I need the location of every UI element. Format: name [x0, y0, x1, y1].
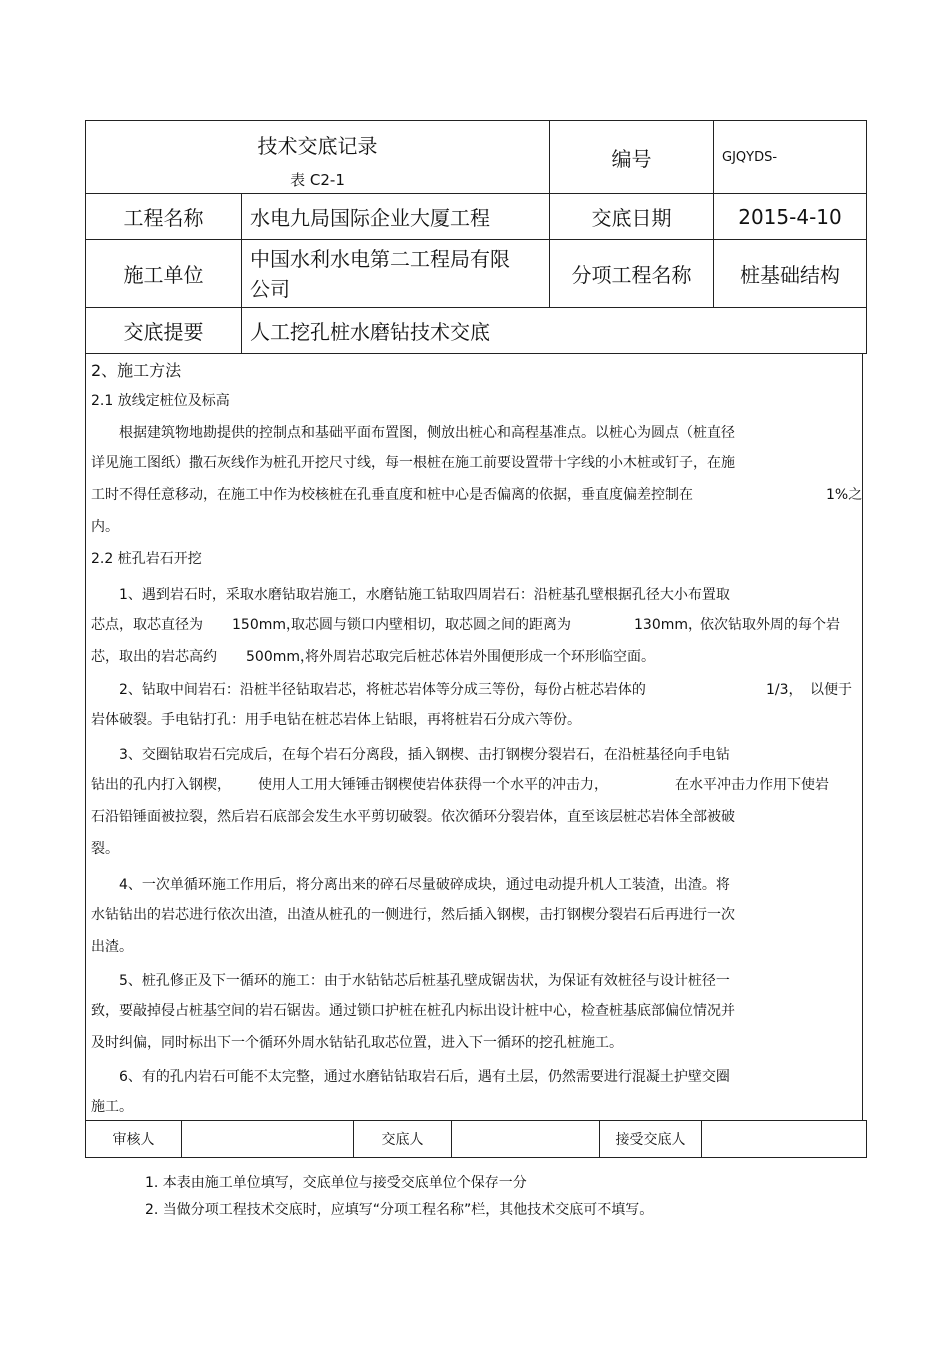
code-value: GJQYDS-	[714, 121, 867, 194]
paragraph-line: 3、交圈钻取岩石完成后，在每个岩石分离段，插入钢楔、击打钢楔分裂岩石，在沿桩基径向手电钻	[119, 747, 730, 763]
paragraph-line: 1%之	[826, 487, 863, 503]
paragraph-line: 取芯圆与锁口内壁相切，取芯圆之间的距离为	[291, 617, 571, 633]
subsection-heading: 2.2 桩孔岩石开挖	[91, 551, 202, 567]
section-heading: 2、施工方法	[91, 361, 182, 380]
unit-value-line-1: 中国水利水电第二工程局有限	[250, 246, 510, 271]
paragraph-line: 150mm，	[232, 617, 300, 633]
paragraph-line: 依次钻取外周的每个岩	[700, 617, 840, 633]
paragraph-line: 详见施工图纸）撒石灰线作为桩孔开挖尺寸线，每一根桩在施工前要设置带十字线的小木桩或钉子，在施	[91, 455, 735, 471]
paragraph-line: 致，要敲掉侵占桩基空间的岩石锯齿。通过锁口护桩在桩孔内标出设计桩中心，检查桩基底部偏位情况并	[91, 1003, 735, 1019]
paragraph-line: 出渣。	[91, 939, 133, 955]
paragraph-line: 4、一次单循环施工作用后，将分离出来的碎石尽量破碎成块，通过电动提升机人工装渣，出渣。将	[119, 877, 730, 893]
project-row	[86, 194, 867, 240]
discloser-signature-field[interactable]	[452, 1121, 600, 1158]
header-table	[85, 120, 867, 354]
footnote-2: 2. 当做分项工程技术交底时，应填写“分项工程名称”栏，其他技术交底可不填写。	[145, 1202, 654, 1218]
title-row	[86, 121, 867, 194]
title-cell	[86, 121, 550, 194]
paragraph-line: 芯，取出的岩芯高约	[91, 649, 217, 665]
date-label: 交底日期	[550, 194, 714, 240]
paragraph-line: 钻出的孔内打入钢楔，	[91, 777, 231, 793]
footnote-1: 1. 本表由施工单位填写，交底单位与接受交底单位个保存一分	[145, 1175, 527, 1191]
paragraph-line: 6、有的孔内岩石可能不太完整，通过水磨钻钻取岩石后，遇有土层，仍然需要进行混凝土护壁交圈	[119, 1069, 730, 1085]
paragraph-line: 石沿铅锤面被拉裂，然后岩石底部会发生水平剪切破裂。依次循环分裂岩体，直至该层桩芯岩体全部被破	[91, 809, 735, 825]
project-label: 工程名称	[86, 194, 242, 240]
paragraph-line: 在水平冲击力作用下使岩	[675, 777, 829, 793]
code-label: 编号	[550, 121, 714, 194]
paragraph-line: 水钻钻出的岩芯进行依次出渣，出渣从桩孔的一侧进行，然后插入钢楔，击打钢楔分裂岩石后再进行一次	[91, 907, 735, 923]
summary-row	[86, 308, 867, 354]
footnotes	[145, 1170, 653, 1224]
paragraph-line: 130mm，	[634, 617, 702, 633]
paragraph-line: 2、钻取中间岩石：沿桩半径钻取岩芯，将桩芯岩体等分成三等份，每份占桩芯岩体的	[119, 682, 646, 698]
project-value: 水电九局国际企业大厦工程	[242, 194, 550, 240]
unit-row	[86, 240, 867, 308]
form-title: 技术交底记录	[257, 134, 378, 158]
paragraph-line: 岩体破裂。手电钻打孔：用手电钻在桩芯岩体上钻眼，再将桩岩石分成六等份。	[91, 712, 581, 728]
subproject-value: 桩基础结构	[714, 240, 867, 308]
paragraph-line: 使用人工用大锤锤击钢楔使岩体获得一个水平的冲击力，	[258, 777, 608, 793]
paragraph-line: 工时不得任意移动，在施工中作为校核桩在孔垂直度和桩中心是否偏离的依据，垂直度偏差控制在	[91, 487, 693, 503]
summary-value: 人工挖孔桩水磨钻技术交底	[242, 308, 867, 354]
signature-table	[85, 1120, 867, 1158]
paragraph-line: 施工。	[91, 1099, 133, 1115]
date-value: 2015-4-10	[714, 194, 867, 240]
subsection-heading: 2.1 放线定桩位及标高	[91, 393, 230, 409]
paragraph-line: 裂。	[91, 841, 119, 857]
disclosure-form	[85, 120, 866, 1158]
signature-row	[86, 1121, 867, 1158]
receiver-signature-field[interactable]	[702, 1121, 867, 1158]
receiver-label: 接受交底人	[600, 1121, 702, 1158]
paragraph-line: 及时纠偏，同时标出下一个循环外周水钻钻孔取芯位置，进入下一循环的挖孔桩施工。	[91, 1035, 623, 1051]
paragraph-line: 500mm，	[246, 649, 314, 665]
form-number: 表 C2-1	[290, 171, 345, 189]
unit-label: 施工单位	[86, 240, 242, 308]
unit-value-line-2: 公司	[250, 276, 290, 301]
subproject-label: 分项工程名称	[550, 240, 714, 308]
paragraph-line: 内。	[91, 519, 119, 535]
paragraph-line: 根据建筑物地勘提供的控制点和基础平面布置图，侧放出桩心和高程基准点。以桩心为圆点（桩直径	[119, 425, 735, 441]
paragraph-line: 1、遇到岩石时，采取水磨钻取岩施工，水磨钻施工钻取四周岩石：沿桩基孔壁根据孔径大小布置取	[119, 587, 730, 603]
paragraph-line: 芯点，取芯直径为	[91, 617, 203, 633]
discloser-label: 交底人	[354, 1121, 452, 1158]
disclosure-body	[85, 354, 863, 1120]
paragraph-line: 将外周岩芯取完后桩芯体岩外围便形成一个环形临空面。	[305, 649, 655, 665]
paragraph-line: 1/3，	[766, 682, 803, 698]
reviewer-label: 审核人	[86, 1121, 182, 1158]
paragraph-line: 以便于	[810, 682, 852, 698]
reviewer-signature-field[interactable]	[182, 1121, 354, 1158]
paragraph-line: 5、桩孔修正及下一循环的施工：由于水钻钻芯后桩基孔壁成锯齿状，为保证有效桩径与设计桩径一	[119, 973, 730, 989]
unit-value-cell	[242, 240, 550, 308]
summary-label: 交底提要	[86, 308, 242, 354]
